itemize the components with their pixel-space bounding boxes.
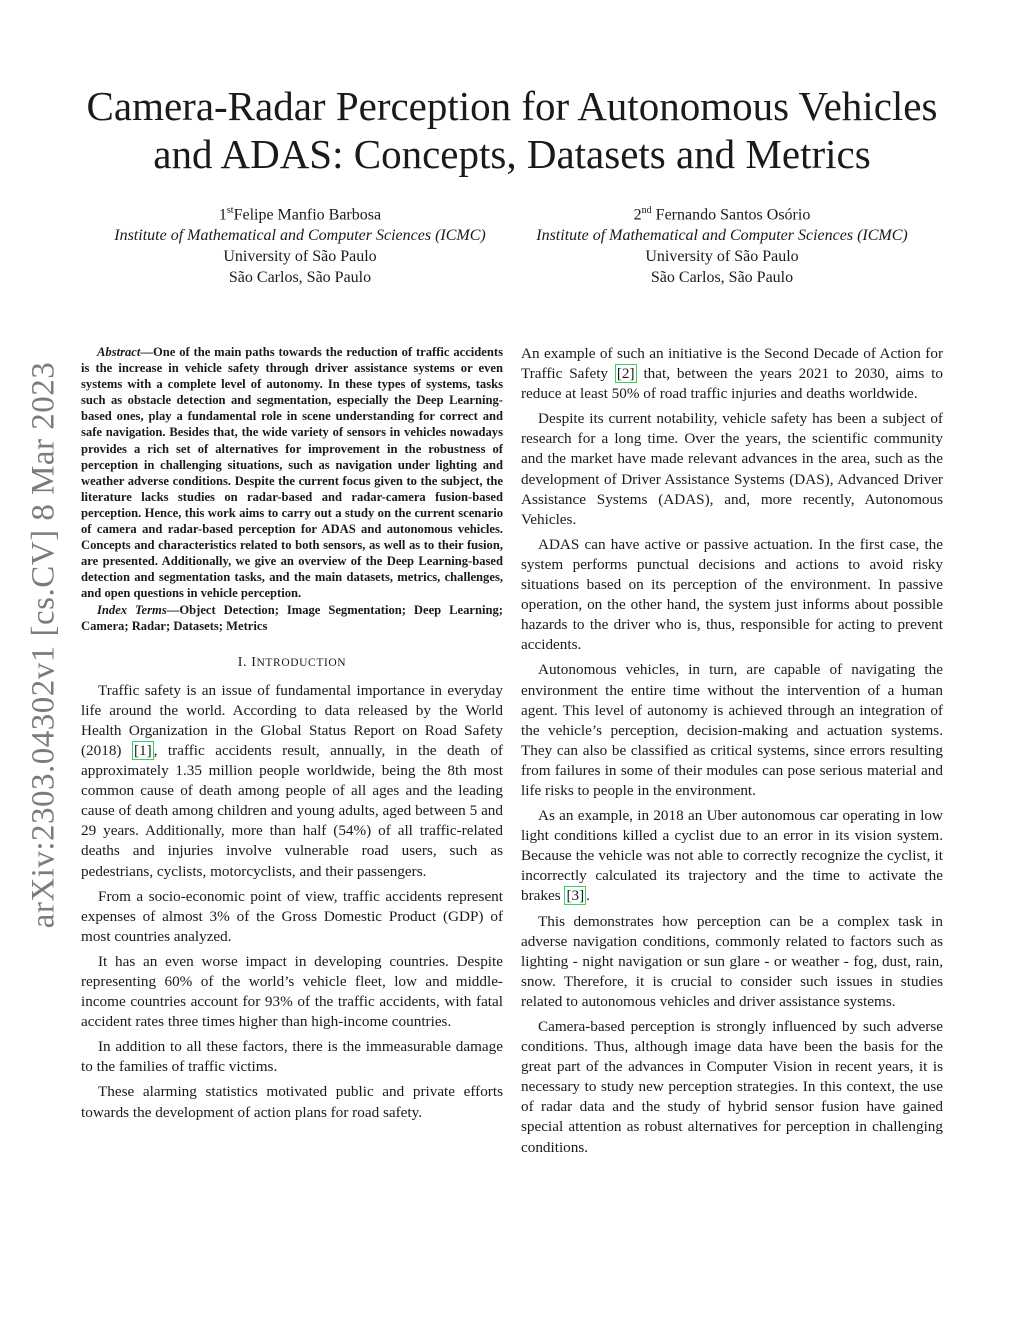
arxiv-identifier-stamp: arXiv:2303.04302v1 [cs.CV] 8 Mar 2023 (25, 361, 62, 929)
index-terms-label: Index Terms (97, 602, 167, 617)
paragraph: This demonstrates how perception can be a complex task in adverse navigation conditions, commonly related to factors such as lighting - night navigation or sun glare - or weather - fog, dust, rain, snow. Therefore, it is crucial to consider such issues in studies related to autonomous vehicles and driver assistance systems. (521, 912, 943, 1010)
paragraph: In addition to all these factors, there is the immeasurable damage to the families of traffic victims. (81, 1038, 503, 1076)
paragraph: From a socio-economic point of view, traffic accidents represent expenses of almost 3% of the Gross Domestic Product (GDP) of most countries analyzed. (81, 887, 503, 945)
citation-link[interactable]: [2] (616, 365, 635, 383)
paragraph: Despite its current notability, vehicle safety has been a subject of research for a long time. Over the years, the scientific community and the market have made relevant advances in the area, such as the development of Driver Assistance Systems (DAS), Advanced Driver Assistance Systems (ADAS), and, more recently, Autonomous Vehicles. (521, 410, 943, 528)
author-name: 1stFelipe Manfio Barbosa (218, 205, 382, 224)
paragraph: Autonomous vehicles, in turn, are capable of navigating the environment the entire time without the intervention of a human agent. This level of autonomy is achieved through an integration of the vehicle’s perception, decision-making and actuation systems. They can also be classified as critical systems, since errors resulting from failures in some of their modules can pose serious material and life risks to people in the environment. (521, 661, 943, 799)
paper-title (60, 82, 964, 178)
author-university: University of São Paulo (645, 248, 799, 266)
author-institute: Institute of Mathematical and Computer Sciences (ICMC) (114, 227, 486, 245)
paragraph: An example of such an initiative is the Second Decade of Action for Traffic Safety [2] that, between the years 2021 to 2030, aims to reduce at least 50% of road traffic injuries and deaths worldwide. (521, 345, 943, 403)
index-terms-text: Object Detection; Image Segmentation; Deep Learning; Camera; Radar; Datasets; Metrics (81, 602, 503, 633)
paragraph: It has an even worse impact in developing countries. Despite representing 60% of the world’s vehicle fleet, low and middle-income countries account for 93% of the traffic accidents, with fatal accident rates three times higher than high-income countries. (81, 952, 503, 1031)
author-city: São Carlos, São Paulo (228, 269, 372, 287)
paragraph: Camera-based perception is strongly influenced by such adverse conditions. Thus, although image data have been the basis for the great part of the advances in Computer Vision in recent years, it is necessary to study new perception strategies. In this context, the use of radar data and the study of hybrid sensor fusion have gained special attention as robust alternatives for perception in challenging conditions. (521, 1018, 943, 1156)
author-name: 2nd Fernando Santos Osório (633, 205, 811, 224)
paragraph: ADAS can have active or passive actuation. In the first case, the system performs punctual decisions and actions to avoid risky situations based on its perception of the environment. In passive operation, on the other hand, the system just informs about possible hazards to the driver who is, thus, responsible for acting to prevent accidents. (521, 535, 943, 654)
paper-title-line-1: Camera-Radar Perception for Autonomous Vehicles (86, 83, 938, 129)
paper-title-line-2: and ADAS: Concepts, Datasets and Metrics (153, 131, 871, 177)
author-city: São Carlos, São Paulo (650, 269, 794, 287)
abstract: Abstract—One of the main paths towards the reduction of traffic accidents is the increase in vehicle safety through driver assistance systems or even systems with a complete level of autonomy. In these types of systems, tasks such as obstacle detection and segmentation, especially the Deep Learning-based ones, play a fundamental role in scene understanding for correct and safe navigation. Besides that, the wide variety of sensors in vehicles nowadays provides a rich set of alternatives for improvement in the robustness of perception in challenging situations, such as navigation under lighting and weather adverse conditions. Despite the current focus given to the subject, the literature lacks studies on radar-based and radar-camera fusion-based perception. Hence, this work aims to carry out a study on the current scenario of camera and radar-based perception for ADAS and autonomous vehicles. Concepts and characteristics related to both sensors, as well as to their fusion, are presented. Additionally, we give an overview of the Deep Learning-based detection and segmentation tasks, and the main datasets, metrics, challenges, and open questions in vehicle perception. (81, 345, 503, 601)
index-terms: Index Terms—Object Detection; Image Segmentation; Deep Learning; Camera; Radar; Datasets; Metrics (81, 602, 503, 633)
author-university: University of São Paulo (223, 248, 377, 266)
citation-link[interactable]: [1] (133, 741, 152, 759)
citation-link[interactable]: [3] (566, 887, 585, 905)
paragraph: Traffic safety is an issue of fundamental importance in everyday life around the world. According to data released by the World Health Organization in the Global Status Report on Road Safety (2018) [1] , traffic accidents result, annually, in the death of approximately 1.35 million people worldwide, being the 8th most common cause of death among people of all ages and the leading cause of death among children and young adults, aged between 5 and 29 years. Additionally, more than half (54%) of all traffic-related deaths and injuries involve vulnerable road users, such as pedestrians, cyclists, motorcyclists, and their passengers. (81, 681, 503, 880)
right-column (521, 344, 943, 1163)
left-column (81, 344, 503, 1128)
abstract-text: One of the main paths towards the reduction of traffic accidents is the increase in vehicle safety through driver assistance systems or even systems with a complete level of autonomy. In these types of systems, tasks such as obstacle detection and segmentation, especially the Deep Learning-based ones, play a fundamental role in scene understanding for correct and safe navigation. Besides that, the wide variety of sensors in vehicles nowadays provides a rich set of alternatives for improvement in the robustness of perception in challenging situations, such as navigation under lighting and weather adverse conditions. Despite the current focus given to the subject, the literature lacks studies on radar-based and radar-camera fusion-based perception. Hence, this work aims to carry out a study on the current scenario of camera and radar-based perception for ADAS and autonomous vehicles. Concepts and characteristics related to both sensors, as well as to their fusion, are presented. Additionally, we give an overview of the Deep Learning-based detection and segmentation tasks, and the main datasets, metrics, challenges, and open questions in vehicle perception. (81, 345, 503, 601)
author-institute: Institute of Mathematical and Computer Sciences (ICMC) (536, 227, 908, 245)
abstract-label: Abstract (97, 345, 141, 359)
paragraph: As an example, in 2018 an Uber autonomous car operating in low light conditions killed a cyclist due to an error in its vision system. Because the vehicle was not able to correctly recognize the cyclist, it incorrectly calculated its trajectory and the time to activate the brakes [3] . (521, 807, 943, 905)
section-heading-introduction: I. INTRODUCTION (237, 654, 347, 670)
author-block-1 (90, 200, 510, 288)
paragraph: These alarming statistics motivated public and private efforts towards the development of action plans for road safety. (81, 1083, 503, 1121)
author-block-2 (512, 200, 932, 288)
